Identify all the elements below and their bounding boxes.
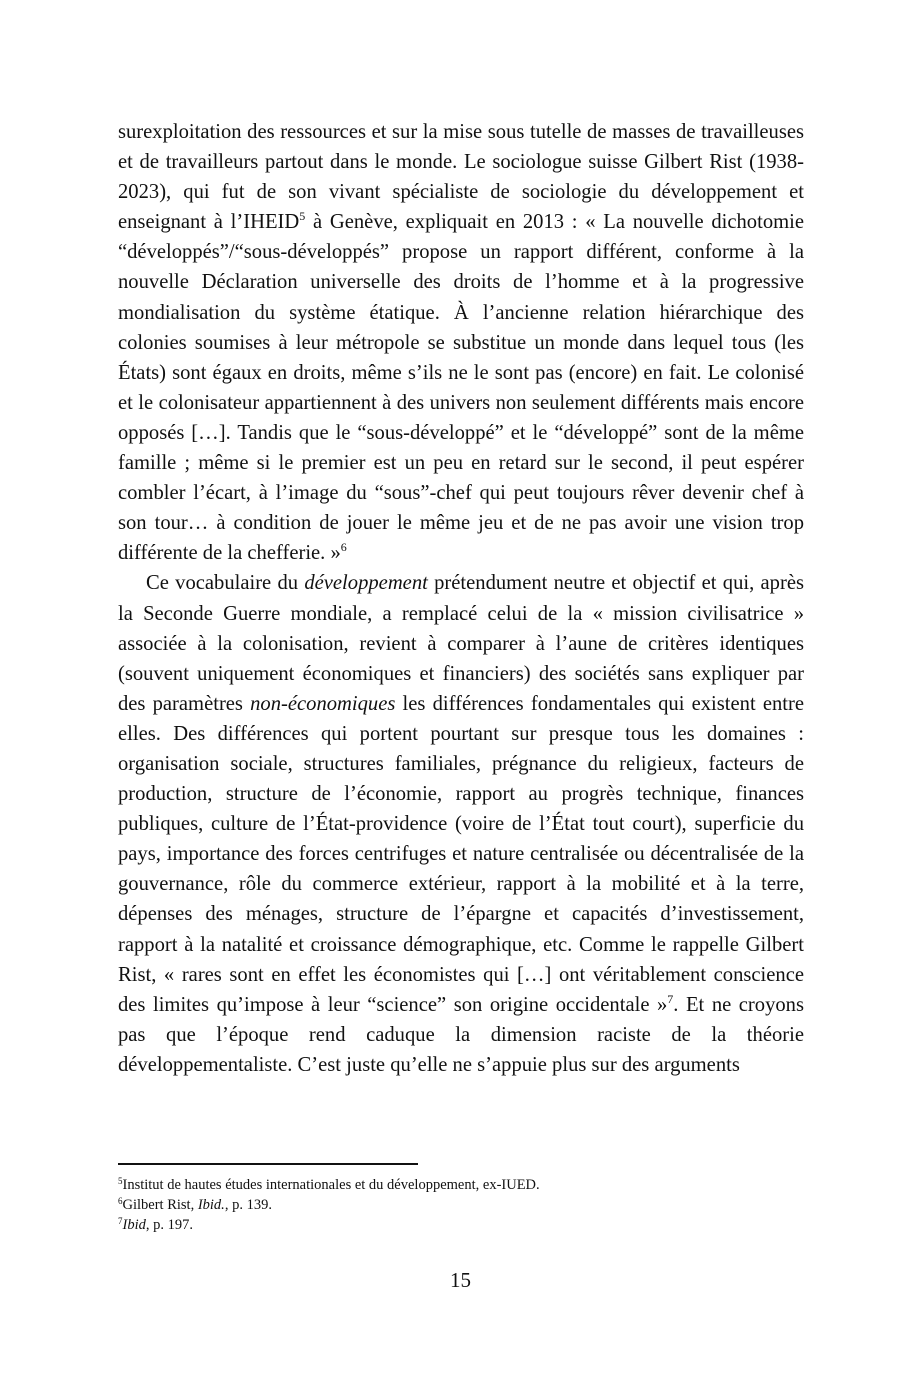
emphasis-developpement: développement <box>304 572 428 595</box>
footnote-text: Gilbert Rist, <box>122 1197 198 1213</box>
footnote-6 <box>118 1195 804 1215</box>
paragraph-1-text-a: surexploitation des ressources et sur la mise sous tutelle de masses de travailleuses et de travailleurs partout dans le monde. Le sociologue suisse Gilbert Rist (1938-2023), qui fut de son vivant spécialiste de sociologie du développement et enseignant à l’IHEID <box>118 121 804 234</box>
footnote-number: 6 <box>118 1196 123 1206</box>
footnote-number: 7 <box>118 1216 123 1226</box>
paragraph-2-text-b: prétendument neutre et objectif et qui, après la Seconde Guerre mondiale, a remplacé celui de la « mission civilisatrice » associée à la colonisation, revient à comparer à l’aune de critères identiques (souvent uniquement économiques et financiers) des sociétés sans expliquer par des paramètres <box>118 572 804 715</box>
footnotes <box>118 1175 804 1235</box>
footnote-ref-7[interactable]: 7 <box>667 991 674 1006</box>
paragraph-1 <box>118 117 804 568</box>
paragraph-2-text-a: Ce vocabulaire du <box>146 572 305 595</box>
footnote-text: Institut de hautes études internationales et du développement, ex-IUED. <box>122 1177 540 1193</box>
paragraph-1-text-b: à Genève, expliquait en 2013 : « La nouvelle dichotomie “développés”/“sous-développés” propose un rapport différent, conforme à la nouvelle Déclaration universelle des droits de l’homme et à la progressive mondialisation du système étatique. À l’ancienne relation hiérarchique des colonies soumises à leur métropole se substitue un monde dans lequel tous (les États) sont égaux en droits, même s’ils ne le sont pas (encore) en fait. Le colonisé et le colonisateur appartiennent à des univers non seulement différents mais encore opposés […]. Tandis que le “sous-développé” et le “développé” sont de la même famille ; même si le premier est un peu en retard sur le second, il peut espérer combler l’écart, à l’image du “sous”-chef qui peut toujours rêver devenir chef à son tour… à condition de jouer le même jeu et de ne pas avoir une vision trop différente de la chefferie. » <box>118 211 804 565</box>
paragraph-2-text-d: . Et ne croyons pas que l’époque rend caduque la dimension raciste de la théorie développementaliste. C’est juste qu’elle ne s’appuie plus sur des arguments <box>118 993 804 1076</box>
footnote-ref-5[interactable]: 5 <box>299 209 306 224</box>
emphasis-non-economiques: non-économiques <box>250 692 396 715</box>
paragraph-2-text-c: les différences fondamentales qui existent entre elles. Des différences qui portent pourtant sur presque tous les domaines : organisation sociale, structures familiales, prégnance du religieux, facteurs de production, structure de l’économie, rapport au progrès technique, finances publiques, culture de l’État-providence (voire de l’État tout court), superficie du pays, importance des forces centrifuges et nature centralisée ou décentralisée de la gouvernance, rôle du commerce extérieur, rapport à la mobilité et à la terre, dépenses des ménages, structure de l’épargne et capacités d’investissement, rapport à la natalité et croissance démographique, etc. Comme le rappelle Gilbert Rist, « rares sont en effet les économistes qui […] ont véritablement conscience des limites qu’impose à leur “science” son origine occidentale » <box>118 692 804 1016</box>
footnote-7 <box>118 1215 804 1235</box>
main-text <box>118 117 804 1080</box>
footnote-5 <box>118 1175 804 1195</box>
footnote-emphasis: Ibid. <box>197 1197 225 1213</box>
footnote-separator <box>118 1163 418 1165</box>
footnote-text-tail: , p. 197. <box>145 1217 193 1233</box>
footnote-emphasis: Ibid <box>122 1217 146 1233</box>
footnote-ref-6[interactable]: 6 <box>340 540 347 555</box>
page-number: 15 <box>450 1268 471 1292</box>
paragraph-2 <box>118 568 804 1080</box>
footnote-number: 5 <box>118 1176 123 1186</box>
footnote-text-tail: , p. 139. <box>224 1197 272 1213</box>
